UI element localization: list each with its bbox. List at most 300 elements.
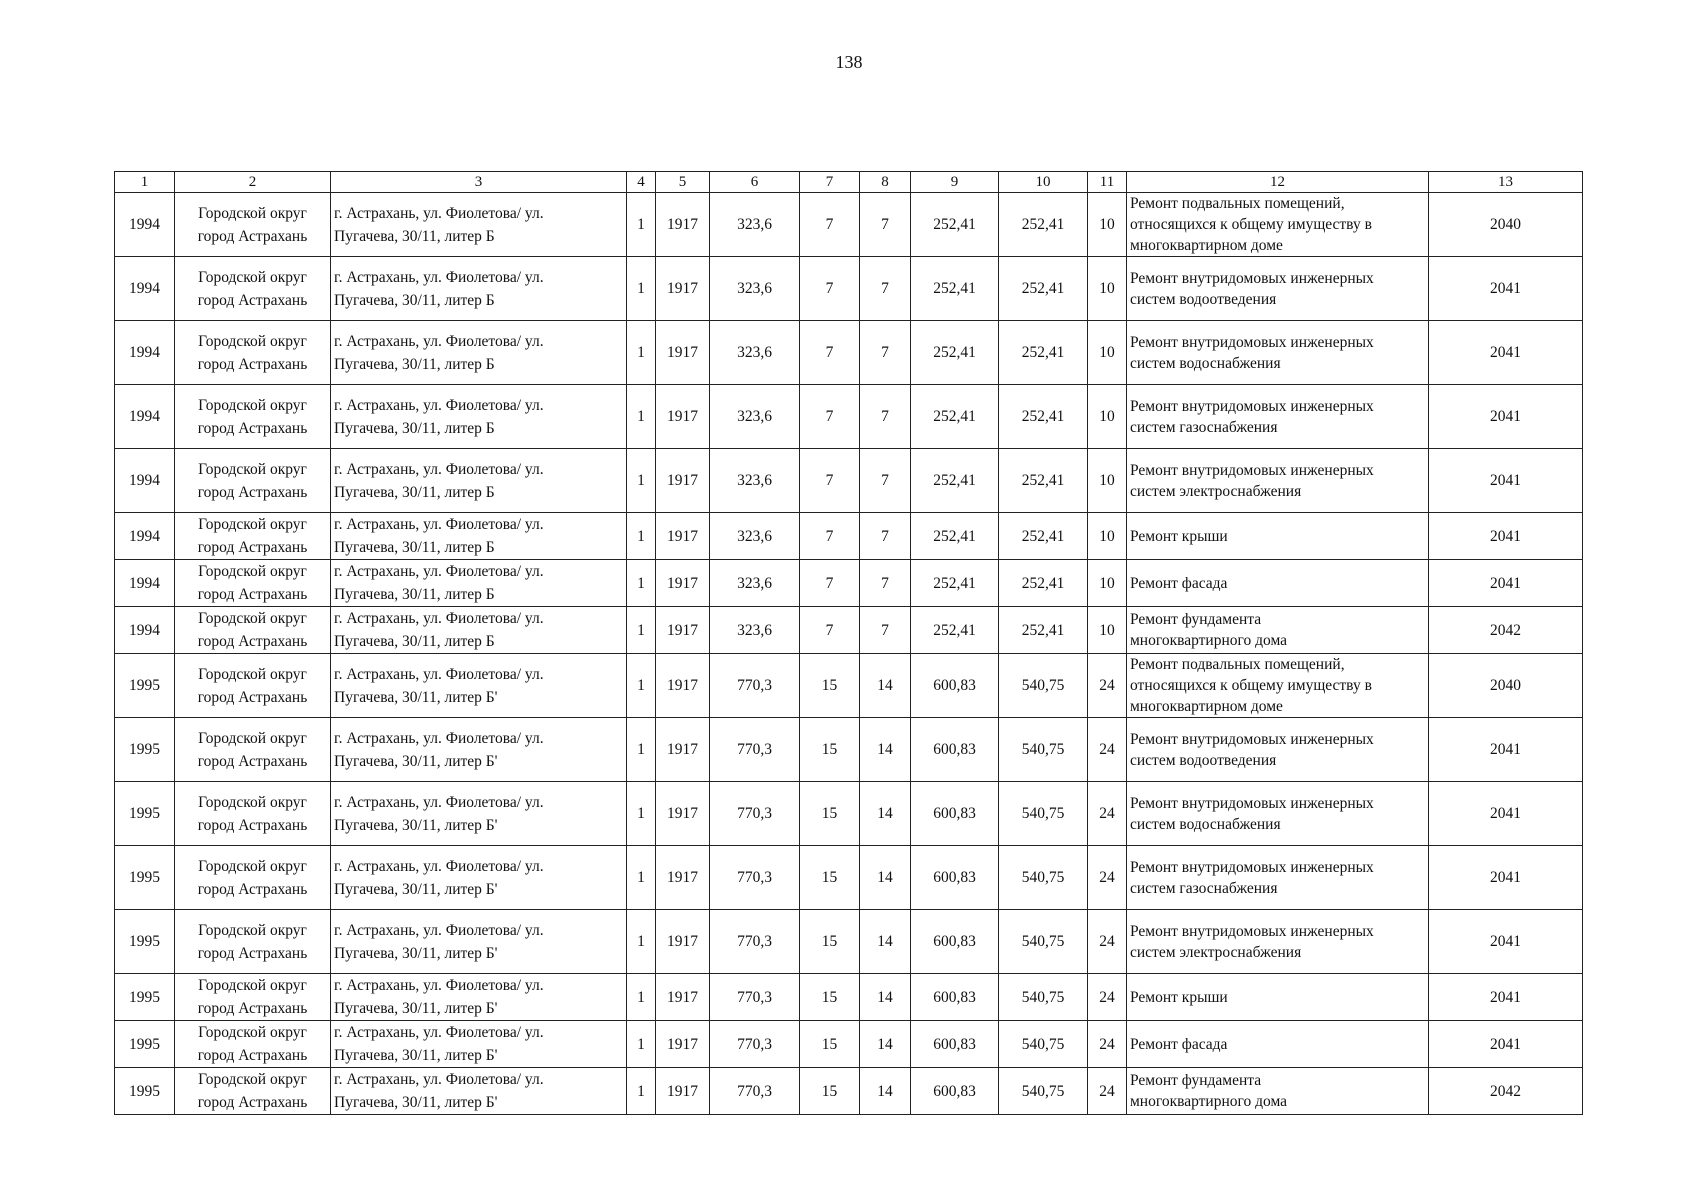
cell-col-9-area: 252,41 [911, 449, 999, 513]
cell-work-type [1127, 846, 1429, 910]
cell-line: относящихся к общему имуществу в [1130, 677, 1372, 694]
cell-col-9-area: 600,83 [911, 1068, 999, 1115]
cell-line: город Астрахань [197, 227, 308, 245]
cell-line: Пугачева, 30/11, литер Б [334, 355, 495, 373]
cell-col-10-area: 252,41 [999, 385, 1088, 449]
cell-col-4-value: 1 [627, 385, 656, 449]
cell-total-area: 770,3 [710, 782, 800, 846]
cell-line: Городской округ [198, 665, 307, 683]
cell-planned-year: 2041 [1429, 718, 1583, 782]
cell-col-8-value: 14 [860, 1021, 911, 1068]
cell-planned-year: 2041 [1429, 321, 1583, 385]
cell-planned-year: 2041 [1429, 257, 1583, 321]
cell-col-4-value: 1 [627, 321, 656, 385]
cell-col-7-value: 15 [800, 974, 860, 1021]
cell-total-area: 323,6 [710, 321, 800, 385]
cell-line: город Астрахань [197, 880, 308, 898]
cell-col-4-value: 1 [627, 910, 656, 974]
cell-col-4-value: 1 [627, 654, 656, 718]
cell-col-10-area: 540,75 [999, 910, 1088, 974]
cell-year-built: 1917 [656, 782, 710, 846]
cell-line: Пугачева, 30/11, литер Б' [334, 880, 498, 898]
cell-line: Пугачева, 30/11, литер Б' [334, 1047, 498, 1064]
table-row [115, 910, 1583, 974]
cell-municipality [175, 718, 331, 782]
cell-line: систем электроснабжения [1130, 943, 1302, 961]
cell-address [331, 974, 627, 1021]
cell-line: Пугачева, 30/11, литер Б [334, 227, 495, 245]
cell-year-built: 1917 [656, 910, 710, 974]
cell-col-8-value: 7 [860, 513, 911, 560]
cell-total-area: 770,3 [710, 910, 800, 974]
cell-municipality [175, 321, 331, 385]
cell-line: Ремонт внутридомовых инженерных [1130, 461, 1374, 479]
cell-col-11-value: 10 [1088, 607, 1127, 654]
cell-year-built: 1917 [656, 321, 710, 385]
cell-col-7-value: 15 [800, 910, 860, 974]
cell-work-type [1127, 607, 1429, 654]
cell-object-number: 1994 [115, 257, 175, 321]
cell-planned-year: 2041 [1429, 910, 1583, 974]
cell-line: г. Астрахань, ул. Фиолетова/ ул. [334, 921, 544, 939]
cell-col-11-value: 24 [1088, 1068, 1127, 1115]
cell-year-built: 1917 [656, 718, 710, 782]
cell-col-10-area: 540,75 [999, 718, 1088, 782]
cell-col-8-value: 14 [860, 1068, 911, 1115]
cell-col-11-value: 24 [1088, 910, 1127, 974]
cell-year-built: 1917 [656, 1068, 710, 1115]
cell-line: г. Астрахань, ул. Фиолетова/ ул. [334, 268, 544, 286]
cell-address [331, 782, 627, 846]
cell-col-11-value: 10 [1088, 193, 1127, 257]
cell-line: Ремонт внутридомовых инженерных [1130, 858, 1374, 876]
cell-line: город Астрахань [197, 419, 308, 437]
column-header-4: 4 [627, 172, 656, 193]
table-row [115, 974, 1583, 1021]
cell-line: Городской округ [198, 610, 307, 627]
cell-total-area: 770,3 [710, 974, 800, 1021]
cell-object-number: 1994 [115, 449, 175, 513]
cell-planned-year: 2041 [1429, 513, 1583, 560]
cell-line: г. Астрахань, ул. Фиолетова/ ул. [334, 516, 544, 533]
cell-line: Пугачева, 30/11, литер Б' [334, 1000, 498, 1017]
cell-col-8-value: 14 [860, 654, 911, 718]
cell-col-8-value: 14 [860, 718, 911, 782]
table-row [115, 718, 1583, 782]
cell-line: систем водоснабжения [1130, 354, 1281, 372]
cell-col-7-value: 15 [800, 654, 860, 718]
cell-year-built: 1917 [656, 1021, 710, 1068]
cell-col-7-value: 7 [800, 321, 860, 385]
cell-municipality [175, 782, 331, 846]
cell-address [331, 193, 627, 257]
cell-col-4-value: 1 [627, 560, 656, 607]
cell-col-4-value: 1 [627, 718, 656, 782]
cell-line: Ремонт подвальных помещений, [1130, 195, 1345, 212]
cell-col-8-value: 7 [860, 607, 911, 654]
cell-col-8-value: 7 [860, 321, 911, 385]
cell-line: г. Астрахань, ул. Фиолетова/ ул. [334, 665, 544, 683]
column-header-9: 9 [911, 172, 999, 193]
cell-object-number: 1995 [115, 910, 175, 974]
cell-col-9-area: 600,83 [911, 974, 999, 1021]
cell-line: город Астрахань [197, 1047, 308, 1064]
cell-municipality [175, 449, 331, 513]
cell-object-number: 1994 [115, 513, 175, 560]
cell-col-10-area: 540,75 [999, 1068, 1088, 1115]
cell-line: Городской округ [198, 1071, 307, 1088]
cell-object-number: 1994 [115, 560, 175, 607]
cell-col-7-value: 7 [800, 257, 860, 321]
cell-municipality [175, 1021, 331, 1068]
cell-work-type [1127, 385, 1429, 449]
cell-col-8-value: 7 [860, 257, 911, 321]
cell-municipality [175, 654, 331, 718]
cell-col-10-area: 252,41 [999, 193, 1088, 257]
cell-col-10-area: 252,41 [999, 607, 1088, 654]
cell-col-10-area: 252,41 [999, 257, 1088, 321]
cell-address [331, 718, 627, 782]
cell-year-built: 1917 [656, 974, 710, 1021]
cell-total-area: 770,3 [710, 1068, 800, 1115]
cell-line: Ремонт крыши [1130, 988, 1228, 1006]
cell-address [331, 1068, 627, 1115]
cell-address [331, 257, 627, 321]
cell-col-4-value: 1 [627, 607, 656, 654]
cell-col-7-value: 7 [800, 560, 860, 607]
cell-planned-year: 2040 [1429, 654, 1583, 718]
cell-col-8-value: 14 [860, 846, 911, 910]
cell-col-9-area: 600,83 [911, 782, 999, 846]
cell-municipality [175, 193, 331, 257]
cell-col-11-value: 10 [1088, 385, 1127, 449]
table-row [115, 513, 1583, 560]
cell-line: Пугачева, 30/11, литер Б [334, 539, 495, 556]
cell-line: Городской округ [198, 729, 307, 747]
cell-address [331, 449, 627, 513]
cell-col-9-area: 600,83 [911, 1021, 999, 1068]
cell-col-7-value: 15 [800, 782, 860, 846]
cell-work-type [1127, 560, 1429, 607]
cell-col-8-value: 7 [860, 449, 911, 513]
cell-line: город Астрахань [197, 1000, 308, 1017]
table-row [115, 1068, 1583, 1115]
cell-line: Ремонт фасада [1130, 574, 1228, 592]
cell-line: относящихся к общему имуществу в [1130, 216, 1372, 233]
cell-total-area: 323,6 [710, 257, 800, 321]
cell-line: Городской округ [198, 516, 307, 533]
cell-line: г. Астрахань, ул. Фиолетова/ ул. [334, 1024, 544, 1041]
cell-object-number: 1994 [115, 607, 175, 654]
table-row [115, 782, 1583, 846]
cell-year-built: 1917 [656, 385, 710, 449]
cell-line: город Астрахань [197, 291, 308, 309]
cell-address [331, 910, 627, 974]
cell-line: систем водоотведения [1130, 290, 1277, 308]
cell-line: Пугачева, 30/11, литер Б [334, 586, 495, 603]
cell-planned-year: 2041 [1429, 846, 1583, 910]
cell-work-type [1127, 974, 1429, 1021]
cell-col-4-value: 1 [627, 513, 656, 560]
cell-line: г. Астрахань, ул. Фиолетова/ ул. [334, 977, 544, 994]
cell-total-area: 323,6 [710, 513, 800, 560]
cell-year-built: 1917 [656, 449, 710, 513]
cell-col-9-area: 252,41 [911, 607, 999, 654]
cell-col-7-value: 15 [800, 718, 860, 782]
cell-municipality [175, 974, 331, 1021]
cell-line: Ремонт подвальных помещений, [1130, 656, 1345, 673]
page-number: 138 [835, 52, 863, 72]
cell-municipality [175, 560, 331, 607]
cell-line: Городской округ [198, 857, 307, 875]
table-row [115, 654, 1583, 718]
cell-object-number: 1995 [115, 974, 175, 1021]
table-row [115, 607, 1583, 654]
cell-col-10-area: 540,75 [999, 654, 1088, 718]
cell-work-type [1127, 449, 1429, 513]
cell-object-number: 1995 [115, 782, 175, 846]
cell-line: г. Астрахань, ул. Фиолетова/ ул. [334, 1071, 544, 1088]
cell-address [331, 607, 627, 654]
table-row [115, 385, 1583, 449]
cell-work-type [1127, 193, 1429, 257]
cell-line: многоквартирного дома [1130, 632, 1288, 649]
cell-planned-year: 2041 [1429, 449, 1583, 513]
cell-col-7-value: 7 [800, 513, 860, 560]
cell-line: Городской округ [198, 1024, 307, 1041]
column-header-2: 2 [175, 172, 331, 193]
table-row [115, 1021, 1583, 1068]
cell-address [331, 1021, 627, 1068]
cell-line: Городской округ [198, 396, 307, 414]
cell-line: город Астрахань [197, 752, 308, 770]
column-header-1: 1 [115, 172, 175, 193]
cell-total-area: 323,6 [710, 449, 800, 513]
table-row [115, 449, 1583, 513]
cell-line: город Астрахань [197, 586, 308, 603]
cell-col-8-value: 14 [860, 910, 911, 974]
cell-col-9-area: 252,41 [911, 257, 999, 321]
cell-line: г. Астрахань, ул. Фиолетова/ ул. [334, 793, 544, 811]
cell-planned-year: 2041 [1429, 385, 1583, 449]
cell-line: многоквартирного дома [1130, 1093, 1288, 1110]
cell-total-area: 770,3 [710, 718, 800, 782]
cell-year-built: 1917 [656, 193, 710, 257]
cell-planned-year: 2041 [1429, 1021, 1583, 1068]
cell-object-number: 1995 [115, 846, 175, 910]
table-row [115, 560, 1583, 607]
cell-planned-year: 2040 [1429, 193, 1583, 257]
cell-year-built: 1917 [656, 607, 710, 654]
cell-col-11-value: 24 [1088, 974, 1127, 1021]
cell-col-11-value: 24 [1088, 654, 1127, 718]
column-header-10: 10 [999, 172, 1088, 193]
cell-col-10-area: 252,41 [999, 513, 1088, 560]
cell-year-built: 1917 [656, 257, 710, 321]
cell-address [331, 385, 627, 449]
cell-col-11-value: 10 [1088, 257, 1127, 321]
cell-work-type [1127, 321, 1429, 385]
column-header-7: 7 [800, 172, 860, 193]
cell-object-number: 1994 [115, 193, 175, 257]
cell-line: Пугачева, 30/11, литер Б' [334, 752, 498, 770]
cell-object-number: 1995 [115, 718, 175, 782]
cell-total-area: 323,6 [710, 193, 800, 257]
cell-line: город Астрахань [197, 1094, 308, 1111]
cell-col-10-area: 540,75 [999, 846, 1088, 910]
cell-line: Ремонт крыши [1130, 527, 1228, 545]
cell-work-type [1127, 513, 1429, 560]
cell-line: Пугачева, 30/11, литер Б [334, 291, 495, 309]
cell-col-9-area: 252,41 [911, 193, 999, 257]
cell-planned-year: 2041 [1429, 782, 1583, 846]
cell-col-11-value: 24 [1088, 846, 1127, 910]
cell-address [331, 846, 627, 910]
cell-municipality [175, 385, 331, 449]
cell-col-9-area: 600,83 [911, 718, 999, 782]
cell-line: Городской округ [198, 268, 307, 286]
cell-planned-year: 2041 [1429, 560, 1583, 607]
cell-col-10-area: 540,75 [999, 974, 1088, 1021]
cell-municipality [175, 1068, 331, 1115]
cell-line: Пугачева, 30/11, литер Б' [334, 816, 498, 834]
cell-municipality [175, 910, 331, 974]
cell-col-10-area: 252,41 [999, 321, 1088, 385]
column-header-13: 13 [1429, 172, 1583, 193]
cell-line: Пугачева, 30/11, литер Б [334, 419, 495, 437]
column-header-8: 8 [860, 172, 911, 193]
cell-line: город Астрахань [197, 633, 308, 650]
cell-line: г. Астрахань, ул. Фиолетова/ ул. [334, 563, 544, 580]
cell-line: Пугачева, 30/11, литер Б [334, 483, 495, 501]
cell-line: г. Астрахань, ул. Фиолетова/ ул. [334, 396, 544, 414]
cell-col-9-area: 600,83 [911, 654, 999, 718]
cell-line: Ремонт фундамента [1130, 611, 1262, 628]
table-row [115, 321, 1583, 385]
cell-col-4-value: 1 [627, 782, 656, 846]
cell-work-type [1127, 718, 1429, 782]
column-header-3: 3 [331, 172, 627, 193]
cell-col-4-value: 1 [627, 193, 656, 257]
cell-col-9-area: 600,83 [911, 910, 999, 974]
repair-schedule-table [114, 171, 1583, 1115]
cell-object-number: 1994 [115, 321, 175, 385]
cell-total-area: 323,6 [710, 385, 800, 449]
cell-col-10-area: 252,41 [999, 449, 1088, 513]
cell-col-11-value: 24 [1088, 718, 1127, 782]
cell-municipality [175, 257, 331, 321]
cell-line: г. Астрахань, ул. Фиолетова/ ул. [334, 610, 544, 627]
cell-line: Ремонт внутридомовых инженерных [1130, 730, 1374, 748]
cell-line: Городской округ [198, 332, 307, 350]
cell-address [331, 560, 627, 607]
cell-work-type [1127, 257, 1429, 321]
cell-year-built: 1917 [656, 560, 710, 607]
column-header-12: 12 [1127, 172, 1429, 193]
cell-col-9-area: 600,83 [911, 846, 999, 910]
cell-col-10-area: 252,41 [999, 560, 1088, 607]
cell-object-number: 1995 [115, 654, 175, 718]
cell-line: Ремонт внутридомовых инженерных [1130, 794, 1374, 812]
cell-total-area: 770,3 [710, 846, 800, 910]
cell-col-9-area: 252,41 [911, 321, 999, 385]
column-header-5: 5 [656, 172, 710, 193]
cell-line: город Астрахань [197, 355, 308, 373]
cell-object-number: 1995 [115, 1021, 175, 1068]
cell-line: систем газоснабжения [1130, 879, 1278, 897]
cell-address [331, 654, 627, 718]
cell-planned-year: 2042 [1429, 1068, 1583, 1115]
cell-total-area: 770,3 [710, 654, 800, 718]
cell-line: Ремонт внутридомовых инженерных [1130, 922, 1374, 940]
table-row [115, 257, 1583, 321]
cell-municipality [175, 846, 331, 910]
cell-line: Городской округ [198, 460, 307, 478]
cell-line: город Астрахань [197, 944, 308, 962]
cell-line: Городской округ [198, 204, 307, 222]
cell-col-9-area: 252,41 [911, 385, 999, 449]
cell-line: г. Астрахань, ул. Фиолетова/ ул. [334, 332, 544, 350]
cell-address [331, 321, 627, 385]
table-body [115, 193, 1583, 1115]
cell-work-type [1127, 654, 1429, 718]
cell-total-area: 323,6 [710, 607, 800, 654]
cell-line: Пугачева, 30/11, литер Б [334, 633, 495, 650]
cell-line: Ремонт внутридомовых инженерных [1130, 333, 1374, 351]
table-header-row [115, 172, 1583, 193]
cell-col-8-value: 14 [860, 974, 911, 1021]
cell-col-4-value: 1 [627, 846, 656, 910]
cell-col-11-value: 10 [1088, 449, 1127, 513]
cell-line: г. Астрахань, ул. Фиолетова/ ул. [334, 729, 544, 747]
cell-year-built: 1917 [656, 513, 710, 560]
cell-municipality [175, 513, 331, 560]
cell-col-11-value: 10 [1088, 513, 1127, 560]
cell-col-8-value: 7 [860, 193, 911, 257]
cell-line: Пугачева, 30/11, литер Б' [334, 1094, 498, 1111]
column-header-6: 6 [710, 172, 800, 193]
table-row [115, 193, 1583, 257]
cell-line: г. Астрахань, ул. Фиолетова/ ул. [334, 204, 544, 222]
cell-line: г. Астрахань, ул. Фиолетова/ ул. [334, 460, 544, 478]
cell-line: систем водоснабжения [1130, 815, 1281, 833]
cell-line: многоквартирном доме [1130, 237, 1283, 254]
cell-col-9-area: 252,41 [911, 513, 999, 560]
cell-col-4-value: 1 [627, 974, 656, 1021]
cell-col-10-area: 540,75 [999, 782, 1088, 846]
cell-col-9-area: 252,41 [911, 560, 999, 607]
cell-col-4-value: 1 [627, 257, 656, 321]
cell-line: Пугачева, 30/11, литер Б' [334, 944, 498, 962]
cell-line: г. Астрахань, ул. Фиолетова/ ул. [334, 857, 544, 875]
cell-work-type [1127, 1021, 1429, 1068]
cell-line: Ремонт внутридомовых инженерных [1130, 397, 1374, 415]
cell-col-8-value: 14 [860, 782, 911, 846]
cell-line: многоквартирном доме [1130, 698, 1283, 715]
cell-line: город Астрахань [197, 688, 308, 706]
cell-line: Городской округ [198, 921, 307, 939]
cell-col-8-value: 7 [860, 385, 911, 449]
cell-work-type [1127, 1068, 1429, 1115]
column-header-11: 11 [1088, 172, 1127, 193]
cell-line: Ремонт фундамента [1130, 1072, 1262, 1089]
cell-planned-year: 2041 [1429, 974, 1583, 1021]
table-row [115, 846, 1583, 910]
cell-line: Городской округ [198, 793, 307, 811]
cell-object-number: 1994 [115, 385, 175, 449]
cell-col-4-value: 1 [627, 1068, 656, 1115]
cell-line: систем газоснабжения [1130, 418, 1278, 436]
